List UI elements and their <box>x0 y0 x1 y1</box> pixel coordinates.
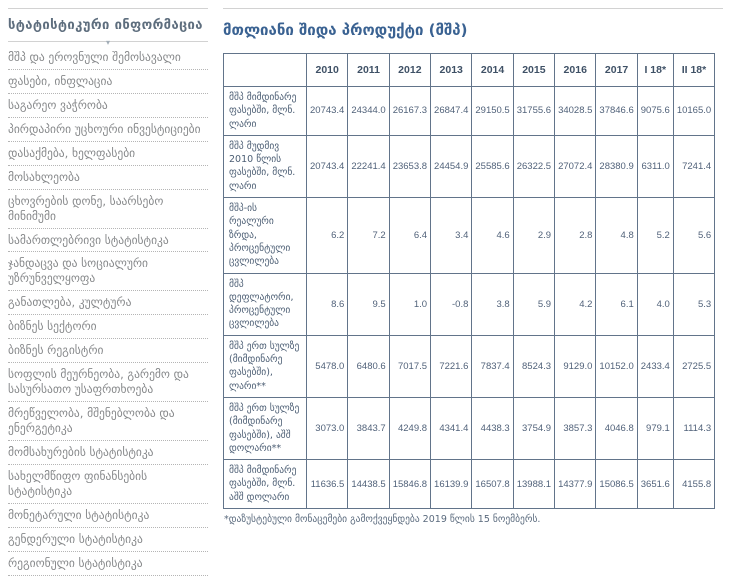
value-cell: 34028.5 <box>555 87 596 136</box>
year-column-header: 2012 <box>389 54 430 87</box>
sidebar-item[interactable]: გენდერული სტატისტიკა <box>8 528 208 552</box>
value-cell: 4046.8 <box>596 397 637 459</box>
value-cell: 22241.4 <box>348 135 389 197</box>
value-cell: 26167.3 <box>389 87 430 136</box>
value-cell: 27072.4 <box>555 135 596 197</box>
table-header-row <box>224 54 715 87</box>
content-top-divider <box>223 8 723 9</box>
value-cell: 24454.9 <box>431 135 472 197</box>
value-cell: 5.2 <box>637 198 673 273</box>
year-column-header: II 18* <box>673 54 714 87</box>
table-body <box>224 87 715 509</box>
sidebar-item[interactable]: მონეტარული სტატისტიკა <box>8 504 208 528</box>
value-cell: 7837.4 <box>472 335 513 397</box>
year-column-header: I 18* <box>637 54 673 87</box>
value-cell: 24344.0 <box>348 87 389 136</box>
sidebar-item[interactable]: სოფლის მეურნეობა, გარემო და სასურსათო უსაფრთხოება <box>8 363 208 402</box>
value-cell: 4.0 <box>637 273 673 335</box>
value-cell: 2433.4 <box>637 335 673 397</box>
value-cell: 16139.9 <box>431 460 472 509</box>
sidebar-item[interactable]: მოსახლეობა <box>8 166 208 190</box>
value-cell: 979.1 <box>637 397 673 459</box>
value-cell: 3.4 <box>431 198 472 273</box>
value-cell: 31755.6 <box>513 87 554 136</box>
value-cell: 7241.4 <box>673 135 714 197</box>
value-cell: 26847.4 <box>431 87 472 136</box>
table-row <box>224 397 715 459</box>
value-cell: 3.8 <box>472 273 513 335</box>
value-cell: 37846.6 <box>596 87 637 136</box>
table-row <box>224 460 715 509</box>
value-cell: 3857.3 <box>555 397 596 459</box>
sidebar-top-divider <box>8 8 208 9</box>
sidebar-item[interactable]: რეგიონული სტატისტიკა <box>8 552 208 576</box>
sidebar-title: სტატისტიკური ინფორმაცია <box>8 18 203 33</box>
sidebar-item[interactable]: სამართლებრივი სტატისტიკა <box>8 229 208 253</box>
value-cell: -0.8 <box>431 273 472 335</box>
table-row <box>224 135 715 197</box>
value-cell: 6311.0 <box>637 135 673 197</box>
row-label: მშპ-ის რეალური ზრდა, პროცენტული ცვლილება <box>224 198 307 273</box>
table-row <box>224 335 715 397</box>
value-cell: 4438.3 <box>472 397 513 459</box>
row-label: მშპ ერთ სულზე (მიმდინარე ფასებში), ლარი** <box>224 335 307 397</box>
row-label: მშპ მიმდინარე ფასებში, მლნ. აშშ დოლარი <box>224 460 307 509</box>
value-cell: 4.2 <box>555 273 596 335</box>
value-cell: 23653.8 <box>389 135 430 197</box>
value-cell: 10152.0 <box>596 335 637 397</box>
value-cell: 4.8 <box>596 198 637 273</box>
value-cell: 16507.8 <box>472 460 513 509</box>
table-row <box>224 87 715 136</box>
value-cell: 7.2 <box>348 198 389 273</box>
value-cell: 8.6 <box>307 273 348 335</box>
table-row <box>224 273 715 335</box>
value-cell: 4341.4 <box>431 397 472 459</box>
sidebar-item[interactable]: სახელმწიფო ფინანსების სტატისტიკა <box>8 465 208 504</box>
value-cell: 28380.9 <box>596 135 637 197</box>
value-cell: 15086.5 <box>596 460 637 509</box>
sidebar-item[interactable]: ბიზნეს სექტორი <box>8 315 208 339</box>
sidebar-item[interactable]: მრეწველობა, მშენებლობა და ენერგეტიკა <box>8 402 208 441</box>
value-cell: 2.9 <box>513 198 554 273</box>
value-cell: 14438.5 <box>348 460 389 509</box>
gdp-table <box>223 53 715 509</box>
value-cell: 5.6 <box>673 198 714 273</box>
row-label: მშპ მიმდინარე ფასებში, მლნ. ლარი <box>224 87 307 136</box>
value-cell: 3651.6 <box>637 460 673 509</box>
value-cell: 6.4 <box>389 198 430 273</box>
sidebar-item[interactable]: მომსახურების სტატისტიკა <box>8 441 208 465</box>
value-cell: 4155.8 <box>673 460 714 509</box>
value-cell: 5478.0 <box>307 335 348 397</box>
sidebar-item[interactable]: ბიზნეს რეგისტრი <box>8 339 208 363</box>
value-cell: 5.3 <box>673 273 714 335</box>
value-cell: 9.5 <box>348 273 389 335</box>
value-cell: 9075.6 <box>637 87 673 136</box>
value-cell: 4249.8 <box>389 397 430 459</box>
sidebar-item[interactable]: საგარეო ვაჭრობა <box>8 94 208 118</box>
year-column-header: 2014 <box>472 54 513 87</box>
page-title: მთლიანი შიდა პროდუქტი (მშპ) <box>223 21 468 39</box>
row-label: მშპ ერთ სულზე (მიმდინარე ფასებში), აშშ დოლარი** <box>224 397 307 459</box>
chevron-down-icon: ▾ <box>105 38 111 47</box>
value-cell: 11636.5 <box>307 460 348 509</box>
value-cell: 5.9 <box>513 273 554 335</box>
value-cell: 3754.9 <box>513 397 554 459</box>
corner-cell <box>224 54 307 87</box>
sidebar-item[interactable]: განათლება, კულტურა <box>8 291 208 315</box>
sidebar-menu <box>8 46 208 576</box>
value-cell: 26322.5 <box>513 135 554 197</box>
sidebar-item[interactable]: ჯანდაცვა და სოციალური უზრუნველყოფა <box>8 252 208 291</box>
value-cell: 3843.7 <box>348 397 389 459</box>
value-cell: 6480.6 <box>348 335 389 397</box>
sidebar-item[interactable]: დასაქმება, ხელფასები <box>8 142 208 166</box>
value-cell: 29150.5 <box>472 87 513 136</box>
value-cell: 6.1 <box>596 273 637 335</box>
value-cell: 6.2 <box>307 198 348 273</box>
year-column-header: 2016 <box>555 54 596 87</box>
main-content <box>223 8 723 576</box>
value-cell: 20743.4 <box>307 87 348 136</box>
value-cell: 4.6 <box>472 198 513 273</box>
year-column-header: 2011 <box>348 54 389 87</box>
table-footnote: *დაზუსტებული მონაცემები გამოქვეყნდება 2019 წლის 15 ნოემბერს. <box>224 514 541 526</box>
value-cell: 15846.8 <box>389 460 430 509</box>
year-column-header: 2017 <box>596 54 637 87</box>
row-label: მშპ მუდმივ 2010 წლის ფასებში, მლნ. ლარი <box>224 135 307 197</box>
table-row <box>224 198 715 273</box>
sidebar-item[interactable]: პირდაპირი უცხოური ინვესტიციები <box>8 118 208 142</box>
value-cell: 8524.3 <box>513 335 554 397</box>
row-label: მშპ დეფლატორი, პროცენტული ცვლილება <box>224 273 307 335</box>
value-cell: 9129.0 <box>555 335 596 397</box>
sidebar-item[interactable]: მშპ და ეროვნული შემოსავალი <box>8 46 208 70</box>
value-cell: 1.0 <box>389 273 430 335</box>
sidebar-title-divider <box>8 36 208 47</box>
value-cell: 3073.0 <box>307 397 348 459</box>
value-cell: 7221.6 <box>431 335 472 397</box>
value-cell: 1114.3 <box>673 397 714 459</box>
value-cell: 2725.5 <box>673 335 714 397</box>
value-cell: 20743.4 <box>307 135 348 197</box>
value-cell: 14377.9 <box>555 460 596 509</box>
table-head <box>224 54 715 87</box>
year-column-header: 2010 <box>307 54 348 87</box>
year-column-header: 2013 <box>431 54 472 87</box>
sidebar <box>8 8 208 576</box>
value-cell: 13988.1 <box>513 460 554 509</box>
sidebar-item[interactable]: ფასები, ინფლაცია <box>8 70 208 94</box>
value-cell: 2.8 <box>555 198 596 273</box>
value-cell: 7017.5 <box>389 335 430 397</box>
value-cell: 25585.6 <box>472 135 513 197</box>
year-column-header: 2015 <box>513 54 554 87</box>
sidebar-item[interactable]: ცხოვრების დონე, საარსებო მინიმუმი <box>8 190 208 229</box>
value-cell: 10165.0 <box>673 87 714 136</box>
